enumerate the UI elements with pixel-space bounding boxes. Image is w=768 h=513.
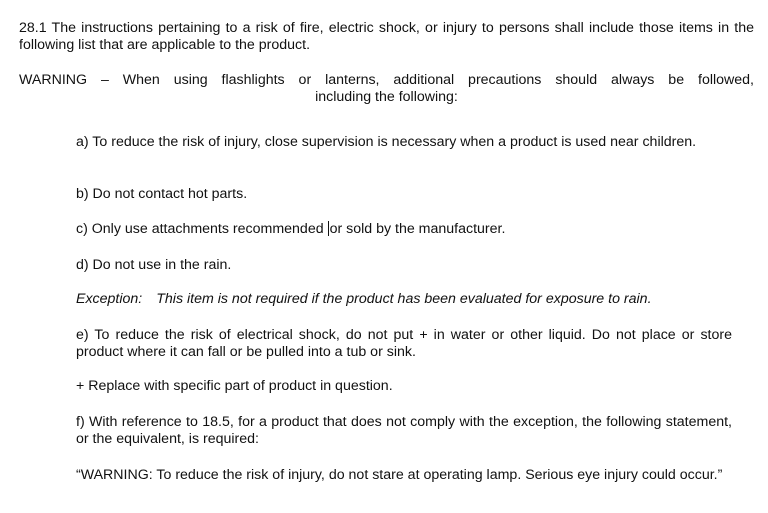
list-item-d: d) Do not use in the rain.	[76, 257, 232, 273]
list-item-a: a) To reduce the risk of injury, close supervision is necessary when a product is used near children.	[76, 134, 697, 150]
exception-note	[76, 291, 746, 308]
replace-note: + Replace with specific part of product in question.	[76, 378, 393, 394]
list-item-c-second: or sold by the manufacturer.	[329, 221, 506, 237]
intro-paragraph: 28.1 The instructions pertaining to a risk of fire, electric shock, or injury to persons shall include those items in the following list that are applicable to the product.	[19, 20, 754, 53]
list-item-f: f) With reference to 18.5, for a product that does not comply with the exception, the following statement, or the equivalent, is required:	[76, 414, 732, 447]
warning-heading-line2: including the following:	[315, 89, 458, 105]
list-item-c-first: c) Only use attachments recommended	[76, 221, 324, 237]
exception-label: Exception:	[76, 291, 143, 307]
list-item-b: b) Do not contact hot parts.	[76, 186, 248, 202]
text-cursor	[328, 221, 329, 236]
list-item-c	[76, 221, 726, 238]
list-item-e: e) To reduce the risk of electrical shock, do not put + in water or other liquid. Do not place or store product where it can fall or be pulled into a tub or sink.	[76, 327, 732, 360]
exception-text: This item is not required if the product has been evaluated for exposure to rain.	[156, 291, 652, 307]
warning-heading-line1: WARNING – When using flashlights or lanterns, additional precautions should always be followed,	[19, 72, 754, 88]
warning-quote: “WARNING: To reduce the risk of injury, do not stare at operating lamp. Serious eye injury could occur.”	[76, 467, 723, 483]
